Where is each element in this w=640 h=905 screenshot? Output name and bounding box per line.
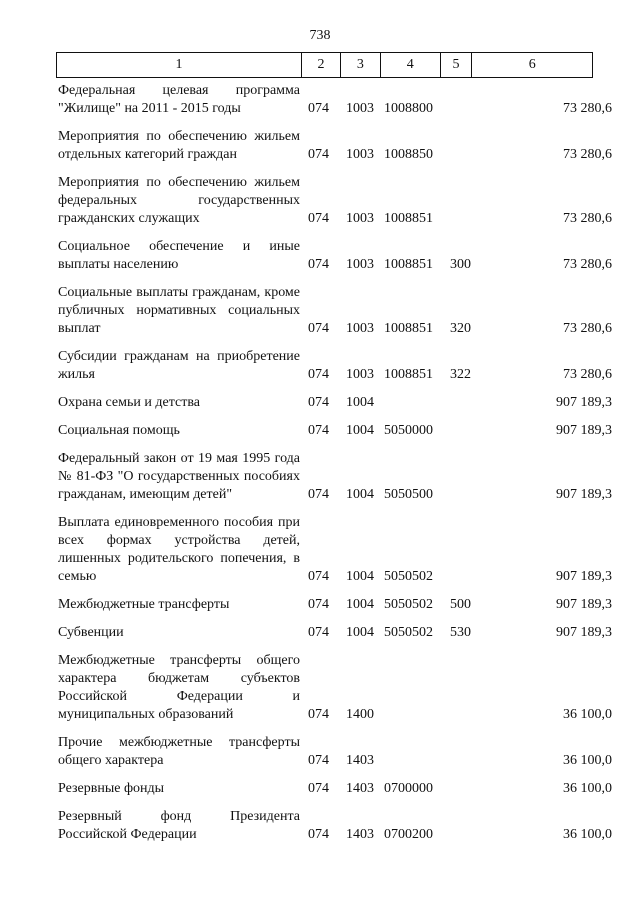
row-admin-code: 074 <box>308 487 329 502</box>
row-admin-code: 074 <box>308 597 329 612</box>
row-admin-code: 074 <box>308 147 329 162</box>
table-row <box>56 624 616 642</box>
table-row <box>56 734 616 770</box>
row-name: Межбюджетные трансферты <box>58 597 230 612</box>
row-amount: 907 189,3 <box>556 395 612 410</box>
row-section-code: 1004 <box>346 597 374 612</box>
row-amount: 36 100,0 <box>563 707 612 722</box>
header-col-2: 2 <box>302 53 341 77</box>
row-section-code: 1003 <box>346 147 374 162</box>
table-row <box>56 780 616 798</box>
header-col-4: 4 <box>381 53 441 77</box>
row-admin-code: 074 <box>308 395 329 410</box>
table-row <box>56 238 616 274</box>
row-section-code: 1004 <box>346 395 374 410</box>
row-admin-code: 074 <box>308 101 329 116</box>
row-admin-code: 074 <box>308 569 329 584</box>
row-name: Мероприятия по обеспечению жильем федеральных государственных гражданских служащих <box>58 175 300 226</box>
row-admin-code: 074 <box>308 423 329 438</box>
row-section-code: 1004 <box>346 569 374 584</box>
row-name: Резервные фонды <box>58 781 165 796</box>
row-target-code: 1008850 <box>384 147 433 162</box>
table-row <box>56 82 616 118</box>
row-admin-code: 074 <box>308 367 329 382</box>
row-expense-type: 300 <box>450 257 471 272</box>
row-amount: 36 100,0 <box>563 827 612 842</box>
row-admin-code: 074 <box>308 257 329 272</box>
page-number: 738 <box>309 28 331 43</box>
table-row <box>56 514 616 586</box>
row-target-code: 1008851 <box>384 367 433 382</box>
row-admin-code: 074 <box>308 827 329 842</box>
table-header <box>56 52 593 78</box>
row-section-code: 1400 <box>346 707 374 722</box>
row-name: Субвенции <box>58 625 124 640</box>
table-row <box>56 174 616 228</box>
row-name: Резервный фонд Президента Российской Федерации <box>58 809 300 842</box>
row-expense-type: 500 <box>450 597 471 612</box>
row-target-code: 5050000 <box>384 423 433 438</box>
table-row <box>56 652 616 724</box>
row-name: Прочие межбюджетные трансферты общего характера <box>58 735 300 768</box>
row-target-code: 1008800 <box>384 101 433 116</box>
table-row <box>56 128 616 164</box>
row-admin-code: 074 <box>308 781 329 796</box>
row-section-code: 1004 <box>346 423 374 438</box>
row-amount: 73 280,6 <box>563 321 612 336</box>
row-name: Выплата единовременного пособия при всех формах устройства детей, лишенных родительского попечения, в семью <box>58 515 300 584</box>
header-col-5: 5 <box>441 53 473 77</box>
row-amount: 73 280,6 <box>563 101 612 116</box>
row-target-code: 5050502 <box>384 569 433 584</box>
row-amount: 73 280,6 <box>563 147 612 162</box>
row-target-code: 1008851 <box>384 211 433 226</box>
table-row <box>56 348 616 384</box>
table-row <box>56 394 616 412</box>
row-amount: 73 280,6 <box>563 211 612 226</box>
row-amount: 907 189,3 <box>556 597 612 612</box>
row-section-code: 1004 <box>346 625 374 640</box>
table-row <box>56 422 616 440</box>
row-target-code: 5050502 <box>384 597 433 612</box>
row-target-code: 0700200 <box>384 827 433 842</box>
header-col-6: 6 <box>528 57 536 72</box>
row-name: Федеральная целевая программа "Жилище" на 2011 - 2015 годы <box>58 83 300 116</box>
row-expense-type: 322 <box>450 367 471 382</box>
row-name: Федеральный закон от 19 мая 1995 года № 81-ФЗ "О государственных пособиях гражданам, имеющим детей" <box>58 451 300 502</box>
row-target-code: 1008851 <box>384 257 433 272</box>
row-admin-code: 074 <box>308 753 329 768</box>
row-name: Социальное обеспечение и иные выплаты населению <box>58 239 300 272</box>
row-admin-code: 074 <box>308 211 329 226</box>
row-section-code: 1403 <box>346 827 374 842</box>
table-row <box>56 284 616 338</box>
row-target-code: 1008851 <box>384 321 433 336</box>
row-amount: 907 189,3 <box>556 487 612 502</box>
table-row <box>56 808 616 844</box>
row-amount: 907 189,3 <box>556 423 612 438</box>
row-name: Социальные выплаты гражданам, кроме публичных нормативных социальных выплат <box>58 285 300 336</box>
row-target-code: 0700000 <box>384 781 433 796</box>
row-section-code: 1003 <box>346 367 374 382</box>
row-admin-code: 074 <box>308 625 329 640</box>
row-section-code: 1003 <box>346 321 374 336</box>
table-row <box>56 596 616 614</box>
row-section-code: 1403 <box>346 781 374 796</box>
row-amount: 907 189,3 <box>556 569 612 584</box>
row-target-code: 5050500 <box>384 487 433 502</box>
row-section-code: 1004 <box>346 487 374 502</box>
row-admin-code: 074 <box>308 707 329 722</box>
row-amount: 36 100,0 <box>563 781 612 796</box>
row-admin-code: 074 <box>308 321 329 336</box>
table-row <box>56 450 616 504</box>
table-body <box>56 82 616 854</box>
row-amount: 907 189,3 <box>556 625 612 640</box>
header-col-1: 1 <box>57 53 302 77</box>
row-name: Охрана семьи и детства <box>58 395 200 410</box>
row-amount: 36 100,0 <box>563 753 612 768</box>
row-name: Социальная помощь <box>58 423 180 438</box>
row-name: Межбюджетные трансферты общего характера бюджетам субъектов Российской Федерации и муниципальных образований <box>58 653 300 722</box>
row-target-code: 5050502 <box>384 625 433 640</box>
row-amount: 73 280,6 <box>563 257 612 272</box>
row-expense-type: 320 <box>450 321 471 336</box>
row-expense-type: 530 <box>450 625 471 640</box>
row-name: Мероприятия по обеспечению жильем отдельных категорий граждан <box>58 129 300 162</box>
row-name: Субсидии гражданам на приобретение жилья <box>58 349 300 382</box>
row-section-code: 1003 <box>346 101 374 116</box>
row-section-code: 1003 <box>346 257 374 272</box>
header-col-3: 3 <box>341 53 381 77</box>
row-amount: 73 280,6 <box>563 367 612 382</box>
row-section-code: 1003 <box>346 211 374 226</box>
row-section-code: 1403 <box>346 753 374 768</box>
